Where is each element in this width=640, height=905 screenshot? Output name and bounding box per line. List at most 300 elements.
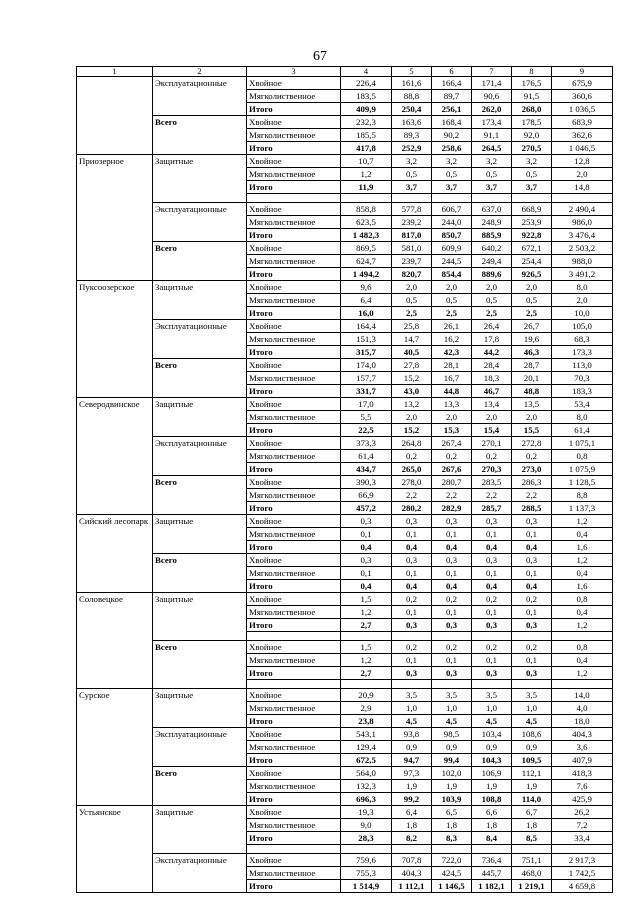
- value-cell-col7: 103,4: [472, 728, 512, 741]
- page-number: 67: [313, 49, 327, 64]
- value-cell-col4: 543,1: [341, 728, 392, 741]
- value-cell-col4: 9,6: [341, 281, 392, 294]
- species-cell: Хвойное: [247, 155, 341, 168]
- value-cell-col7: 0,1: [472, 606, 512, 619]
- value-cell-col6: 3,5: [432, 689, 472, 702]
- species-cell: Итого: [247, 463, 341, 476]
- value-cell-col8: 2,2: [512, 489, 552, 502]
- value-cell-col5: 0,3: [392, 554, 432, 567]
- value-cell-col8: 6,7: [512, 806, 552, 819]
- value-cell-col9: 183,3: [552, 385, 613, 398]
- value-cell-col9: 675,9: [552, 77, 613, 90]
- value-cell-col9: 1,2: [552, 515, 613, 528]
- value-cell-col6: 3,2: [432, 155, 472, 168]
- value-cell-col6: 424,5: [432, 867, 472, 880]
- table-row: [77, 203, 613, 216]
- value-cell-col8: 26,7: [512, 320, 552, 333]
- value-cell-col5: 0,1: [392, 528, 432, 541]
- value-cell-col8: 178,5: [512, 116, 552, 129]
- value-cell-col4: 623,5: [341, 216, 392, 229]
- value-cell-col8: 0,5: [512, 168, 552, 181]
- value-cell-col8: 108,6: [512, 728, 552, 741]
- value-cell-col7: 1,9: [472, 780, 512, 793]
- value-cell-col8: 48,8: [512, 385, 552, 398]
- value-cell-col7: 1 182,1: [472, 880, 512, 893]
- value-cell-col6: 102,0: [432, 767, 472, 780]
- value-cell-col8: 288,5: [512, 502, 552, 515]
- value-cell-col6: 0,3: [432, 515, 472, 528]
- species-cell: Мягколиственное: [247, 819, 341, 832]
- value-cell-col9: 14,8: [552, 181, 613, 194]
- value-cell-col9: 26,2: [552, 806, 613, 819]
- column-header-6: 6: [432, 67, 472, 77]
- value-cell-col5: 15,2: [392, 372, 432, 385]
- species-cell: Итого: [247, 307, 341, 320]
- value-cell-col7: 0,9: [472, 741, 512, 754]
- value-cell-col7: 285,7: [472, 502, 512, 515]
- value-cell-col9: 3 491,2: [552, 268, 613, 281]
- value-cell-col8: 1,8: [512, 819, 552, 832]
- value-cell-col5: 88,8: [392, 90, 432, 103]
- value-cell-col8: 0,9: [512, 741, 552, 754]
- value-cell-col4: 0,1: [341, 528, 392, 541]
- empty-cell: [392, 194, 432, 203]
- species-cell: Хвойное: [247, 437, 341, 450]
- category-cell: Всего: [153, 767, 247, 806]
- value-cell-col9: 8,0: [552, 411, 613, 424]
- value-cell-col9: 1 036,5: [552, 103, 613, 116]
- value-cell-col6: 0,3: [432, 667, 472, 680]
- value-cell-col9: 70,3: [552, 372, 613, 385]
- value-cell-col9: 61,4: [552, 424, 613, 437]
- value-cell-col7: 270,3: [472, 463, 512, 476]
- value-cell-col9: 0,4: [552, 606, 613, 619]
- value-cell-col7: 249,4: [472, 255, 512, 268]
- value-cell-col4: 0,4: [341, 580, 392, 593]
- value-cell-col6: 44,8: [432, 385, 472, 398]
- table-row: [77, 155, 613, 168]
- value-cell-col7: 262,0: [472, 103, 512, 116]
- species-cell: Итого: [247, 268, 341, 281]
- value-cell-col6: 850,7: [432, 229, 472, 242]
- value-cell-col5: 161,6: [392, 77, 432, 90]
- table-row: [77, 77, 613, 90]
- value-cell-col5: 0,2: [392, 450, 432, 463]
- value-cell-col5: 1,9: [392, 780, 432, 793]
- value-cell-col7: 0,3: [472, 554, 512, 567]
- value-cell-col9: 683,9: [552, 116, 613, 129]
- value-cell-col8: 112,1: [512, 767, 552, 780]
- category-cell: Эксплуатационные: [153, 203, 247, 242]
- region-cell: Приозерное: [77, 155, 153, 281]
- value-cell-col7: 17,8: [472, 333, 512, 346]
- value-cell-col8: 0,2: [512, 593, 552, 606]
- species-cell: Итого: [247, 424, 341, 437]
- value-cell-col4: 9,0: [341, 819, 392, 832]
- value-cell-col4: 0,4: [341, 541, 392, 554]
- species-cell: Хвойное: [247, 767, 341, 780]
- value-cell-col5: 0,1: [392, 606, 432, 619]
- value-cell-col6: 103,9: [432, 793, 472, 806]
- value-cell-col5: 1,0: [392, 702, 432, 715]
- value-cell-col9: 1,2: [552, 554, 613, 567]
- species-cell: Хвойное: [247, 476, 341, 489]
- value-cell-col4: 132,3: [341, 780, 392, 793]
- value-cell-col5: 0,5: [392, 168, 432, 181]
- value-cell-col5: 581,0: [392, 242, 432, 255]
- value-cell-col4: 457,2: [341, 502, 392, 515]
- table-row: [77, 689, 613, 702]
- value-cell-col4: 624,7: [341, 255, 392, 268]
- region-cell: Устьянское: [77, 806, 153, 893]
- species-cell: Мягколиственное: [247, 255, 341, 268]
- value-cell-col8: 2,5: [512, 307, 552, 320]
- value-cell-col4: 331,7: [341, 385, 392, 398]
- value-cell-col8: 0,2: [512, 450, 552, 463]
- value-cell-col7: 640,2: [472, 242, 512, 255]
- empty-cell: [247, 194, 341, 203]
- table-row: [77, 515, 613, 528]
- value-cell-col7: 2,5: [472, 307, 512, 320]
- value-cell-col5: 239,7: [392, 255, 432, 268]
- value-cell-col8: 0,4: [512, 580, 552, 593]
- value-cell-col6: 15,3: [432, 424, 472, 437]
- empty-cell: [552, 680, 613, 689]
- region-cell: [77, 77, 153, 155]
- empty-cell: [341, 845, 392, 854]
- empty-cell: [247, 632, 341, 641]
- value-cell-col6: 168,4: [432, 116, 472, 129]
- empty-cell: [432, 680, 472, 689]
- species-cell: Итого: [247, 880, 341, 893]
- value-cell-col9: 1 742,5: [552, 867, 613, 880]
- value-cell-col4: 22,5: [341, 424, 392, 437]
- value-cell-col6: 16,7: [432, 372, 472, 385]
- value-cell-col5: 817,0: [392, 229, 432, 242]
- value-cell-col9: 1,2: [552, 619, 613, 632]
- value-cell-col8: 0,1: [512, 528, 552, 541]
- value-cell-col4: 1 482,3: [341, 229, 392, 242]
- value-cell-col7: 0,5: [472, 294, 512, 307]
- value-cell-col7: 6,6: [472, 806, 512, 819]
- empty-cell: [392, 680, 432, 689]
- value-cell-col8: 0,4: [512, 541, 552, 554]
- species-cell: Мягколиственное: [247, 411, 341, 424]
- value-cell-col5: 3,5: [392, 689, 432, 702]
- species-cell: Мягколиственное: [247, 606, 341, 619]
- value-cell-col5: 280,2: [392, 502, 432, 515]
- value-cell-col4: 696,3: [341, 793, 392, 806]
- value-cell-col5: 0,2: [392, 593, 432, 606]
- species-cell: Хвойное: [247, 593, 341, 606]
- value-cell-col9: 1,2: [552, 667, 613, 680]
- species-cell: Мягколиственное: [247, 528, 341, 541]
- species-cell: Мягколиственное: [247, 90, 341, 103]
- value-cell-col7: 2,2: [472, 489, 512, 502]
- value-cell-col4: 0,3: [341, 554, 392, 567]
- value-cell-col4: 157,7: [341, 372, 392, 385]
- value-cell-col5: 250,4: [392, 103, 432, 116]
- value-cell-col8: 2,0: [512, 281, 552, 294]
- header-row: [77, 67, 613, 77]
- value-cell-col8: 468,0: [512, 867, 552, 880]
- empty-cell: [512, 194, 552, 203]
- table-row: [77, 281, 613, 294]
- species-cell: Мягколиственное: [247, 216, 341, 229]
- table-row: [77, 641, 613, 654]
- value-cell-col9: 113,0: [552, 359, 613, 372]
- value-cell-col6: 854,4: [432, 268, 472, 281]
- value-cell-col7: 445,7: [472, 867, 512, 880]
- value-cell-col7: 637,0: [472, 203, 512, 216]
- value-cell-col6: 26,1: [432, 320, 472, 333]
- value-cell-col9: 105,0: [552, 320, 613, 333]
- value-cell-col4: 20,9: [341, 689, 392, 702]
- value-cell-col8: 114,0: [512, 793, 552, 806]
- value-cell-col6: 282,9: [432, 502, 472, 515]
- value-cell-col5: 40,5: [392, 346, 432, 359]
- value-cell-col5: 707,8: [392, 854, 432, 867]
- category-cell: Всего: [153, 554, 247, 593]
- value-cell-col5: 252,9: [392, 142, 432, 155]
- table-row: [77, 554, 613, 567]
- value-cell-col7: 0,3: [472, 619, 512, 632]
- value-cell-col4: 315,7: [341, 346, 392, 359]
- value-cell-col7: 889,6: [472, 268, 512, 281]
- value-cell-col5: 27,8: [392, 359, 432, 372]
- value-cell-col9: 18,0: [552, 715, 613, 728]
- value-cell-col4: 5,5: [341, 411, 392, 424]
- value-cell-col8: 0,1: [512, 654, 552, 667]
- value-cell-col6: 0,2: [432, 593, 472, 606]
- value-cell-col8: 668,9: [512, 203, 552, 216]
- species-cell: Мягколиственное: [247, 702, 341, 715]
- category-cell: Защитные: [153, 806, 247, 854]
- value-cell-col9: 0,4: [552, 567, 613, 580]
- value-cell-col6: 1,9: [432, 780, 472, 793]
- value-cell-col6: 2,0: [432, 281, 472, 294]
- value-cell-col9: 8,8: [552, 489, 613, 502]
- value-cell-col7: 28,4: [472, 359, 512, 372]
- value-cell-col6: 0,1: [432, 528, 472, 541]
- category-cell: Эксплуатационные: [153, 437, 247, 476]
- value-cell-col9: 68,3: [552, 333, 613, 346]
- table-row: [77, 476, 613, 489]
- empty-cell: [392, 845, 432, 854]
- value-cell-col8: 926,5: [512, 268, 552, 281]
- value-cell-col7: 736,4: [472, 854, 512, 867]
- empty-cell: [552, 845, 613, 854]
- value-cell-col9: 10,0: [552, 307, 613, 320]
- empty-cell: [512, 632, 552, 641]
- species-cell: Мягколиственное: [247, 372, 341, 385]
- empty-cell: [432, 632, 472, 641]
- species-cell: Мягколиственное: [247, 129, 341, 142]
- value-cell-col7: 90,6: [472, 90, 512, 103]
- value-cell-col6: 0,5: [432, 294, 472, 307]
- value-cell-col7: 3,7: [472, 181, 512, 194]
- value-cell-col4: 672,5: [341, 754, 392, 767]
- value-cell-col7: 4,5: [472, 715, 512, 728]
- empty-cell: [472, 680, 512, 689]
- value-cell-col6: 99,4: [432, 754, 472, 767]
- value-cell-col6: 2,0: [432, 411, 472, 424]
- value-cell-col6: 16,2: [432, 333, 472, 346]
- value-cell-col6: 0,1: [432, 567, 472, 580]
- table-row: [77, 116, 613, 129]
- value-cell-col7: 1,0: [472, 702, 512, 715]
- value-cell-col7: 15,4: [472, 424, 512, 437]
- value-cell-col7: 0,3: [472, 515, 512, 528]
- value-cell-col4: 417,8: [341, 142, 392, 155]
- value-cell-col6: 90,2: [432, 129, 472, 142]
- value-cell-col5: 43,0: [392, 385, 432, 398]
- value-cell-col7: 0,3: [472, 667, 512, 680]
- species-cell: Хвойное: [247, 641, 341, 654]
- value-cell-col4: 390,3: [341, 476, 392, 489]
- value-cell-col5: 1,8: [392, 819, 432, 832]
- empty-cell: [341, 680, 392, 689]
- empty-cell: [472, 194, 512, 203]
- value-cell-col7: 171,4: [472, 77, 512, 90]
- value-cell-col6: 606,7: [432, 203, 472, 216]
- value-cell-col8: 253,9: [512, 216, 552, 229]
- value-cell-col7: 3,2: [472, 155, 512, 168]
- value-cell-col6: 0,9: [432, 741, 472, 754]
- value-cell-col7: 44,2: [472, 346, 512, 359]
- value-cell-col4: 28,3: [341, 832, 392, 845]
- value-cell-col7: 46,7: [472, 385, 512, 398]
- value-cell-col5: 4,5: [392, 715, 432, 728]
- value-cell-col6: 4,5: [432, 715, 472, 728]
- value-cell-col6: 0,4: [432, 580, 472, 593]
- table-row: [77, 398, 613, 411]
- species-cell: Итого: [247, 346, 341, 359]
- empty-cell: [432, 194, 472, 203]
- value-cell-col7: 0,4: [472, 541, 512, 554]
- value-cell-col8: 1,9: [512, 780, 552, 793]
- value-cell-col7: 2,0: [472, 411, 512, 424]
- value-cell-col6: 3,7: [432, 181, 472, 194]
- value-cell-col7: 106,9: [472, 767, 512, 780]
- value-cell-col7: 270,1: [472, 437, 512, 450]
- value-cell-col5: 820,7: [392, 268, 432, 281]
- category-cell: Всего: [153, 359, 247, 398]
- value-cell-col7: 173,4: [472, 116, 512, 129]
- category-cell: Всего: [153, 641, 247, 689]
- column-header-7: 7: [472, 67, 512, 77]
- value-cell-col6: 244,5: [432, 255, 472, 268]
- species-cell: Итого: [247, 832, 341, 845]
- forest-table: [76, 66, 613, 893]
- value-cell-col9: 2 490,4: [552, 203, 613, 216]
- value-cell-col8: 1 219,1: [512, 880, 552, 893]
- value-cell-col5: 2,0: [392, 411, 432, 424]
- value-cell-col5: 265,0: [392, 463, 432, 476]
- empty-cell: [512, 680, 552, 689]
- species-cell: Хвойное: [247, 320, 341, 333]
- value-cell-col5: 2,5: [392, 307, 432, 320]
- value-cell-col9: 3 476,4: [552, 229, 613, 242]
- species-cell: Мягколиственное: [247, 489, 341, 502]
- value-cell-col9: 404,3: [552, 728, 613, 741]
- column-header-9: 9: [552, 67, 613, 77]
- value-cell-col6: 258,6: [432, 142, 472, 155]
- value-cell-col7: 0,2: [472, 593, 512, 606]
- value-cell-col8: 0,1: [512, 567, 552, 580]
- empty-cell: [247, 680, 341, 689]
- value-cell-col9: 407,9: [552, 754, 613, 767]
- species-cell: Итого: [247, 667, 341, 680]
- value-cell-col9: 7,6: [552, 780, 613, 793]
- value-cell-col5: 0,3: [392, 667, 432, 680]
- value-cell-col6: 256,1: [432, 103, 472, 116]
- species-cell: Хвойное: [247, 515, 341, 528]
- value-cell-col4: 23,8: [341, 715, 392, 728]
- value-cell-col7: 1,8: [472, 819, 512, 832]
- value-cell-col8: 254,4: [512, 255, 552, 268]
- species-cell: Итого: [247, 793, 341, 806]
- value-cell-col4: 1,2: [341, 654, 392, 667]
- value-cell-col6: 89,7: [432, 90, 472, 103]
- value-cell-col5: 0,5: [392, 294, 432, 307]
- value-cell-col5: 0,3: [392, 515, 432, 528]
- value-cell-col7: 248,9: [472, 216, 512, 229]
- value-cell-col5: 89,3: [392, 129, 432, 142]
- region-cell: Сурское: [77, 689, 153, 806]
- value-cell-col8: 672,1: [512, 242, 552, 255]
- value-cell-col5: 2,0: [392, 281, 432, 294]
- species-cell: Хвойное: [247, 854, 341, 867]
- value-cell-col6: 8,3: [432, 832, 472, 845]
- value-cell-col4: 10,7: [341, 155, 392, 168]
- empty-cell: [552, 194, 613, 203]
- value-cell-col8: 0,3: [512, 667, 552, 680]
- value-cell-col8: 268,0: [512, 103, 552, 116]
- value-cell-col6: 280,7: [432, 476, 472, 489]
- value-cell-col8: 4,5: [512, 715, 552, 728]
- species-cell: Итого: [247, 103, 341, 116]
- value-cell-col9: 1 137,3: [552, 502, 613, 515]
- value-cell-col5: 264,8: [392, 437, 432, 450]
- value-cell-col9: 362,6: [552, 129, 613, 142]
- value-cell-col8: 0,2: [512, 641, 552, 654]
- species-cell: Мягколиственное: [247, 450, 341, 463]
- value-cell-col7: 0,5: [472, 168, 512, 181]
- species-cell: Хвойное: [247, 728, 341, 741]
- value-cell-col7: 0,2: [472, 450, 512, 463]
- species-cell: Мягколиственное: [247, 333, 341, 346]
- species-cell: Мягколиственное: [247, 780, 341, 793]
- value-cell-col5: 94,7: [392, 754, 432, 767]
- column-header-1: 1: [77, 67, 153, 77]
- empty-cell: [341, 632, 392, 641]
- table-row: [77, 806, 613, 819]
- value-cell-col5: 14,7: [392, 333, 432, 346]
- region-cell: Северодвинское: [77, 398, 153, 515]
- value-cell-col7: 0,4: [472, 580, 512, 593]
- value-cell-col5: 6,4: [392, 806, 432, 819]
- value-cell-col4: 0,1: [341, 567, 392, 580]
- value-cell-col8: 286,3: [512, 476, 552, 489]
- value-cell-col9: 2,0: [552, 168, 613, 181]
- species-cell: Хвойное: [247, 806, 341, 819]
- value-cell-col6: 267,4: [432, 437, 472, 450]
- value-cell-col6: 2,2: [432, 489, 472, 502]
- value-cell-col5: 404,3: [392, 867, 432, 880]
- category-cell: Защитные: [153, 281, 247, 320]
- species-cell: Итого: [247, 715, 341, 728]
